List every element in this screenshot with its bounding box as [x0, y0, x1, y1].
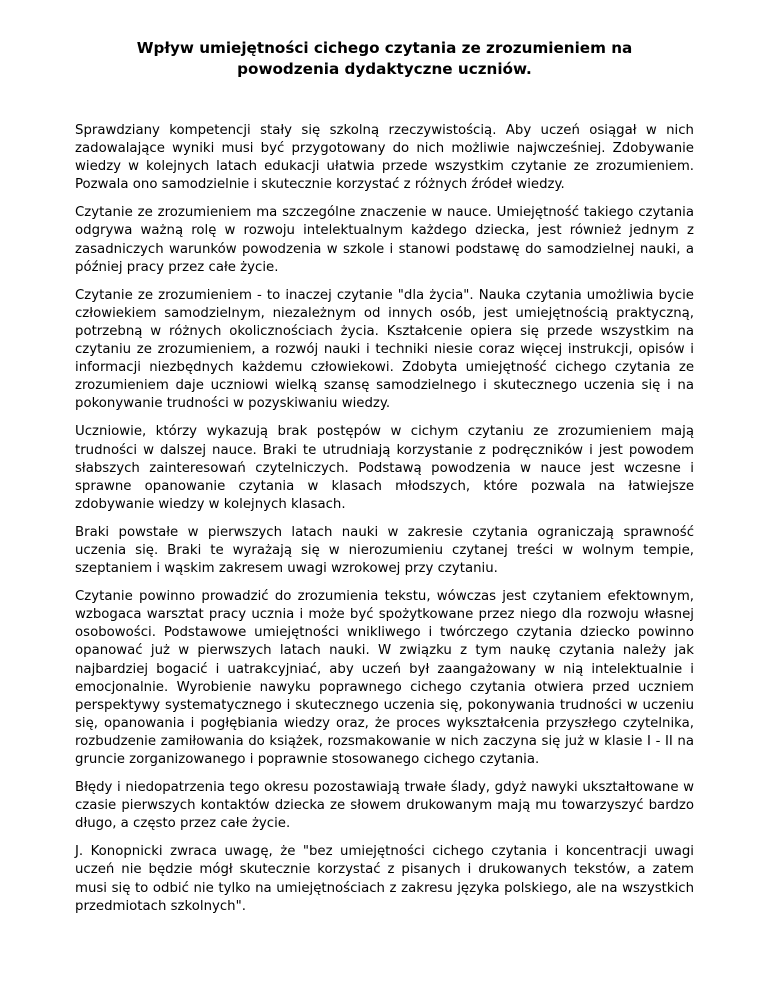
paragraph-7: Błędy i niedopatrzenia tego okresu pozostawiają trwałe ślady, gdyż nawyki ukształtowane w czasie pierwszych kontaktów dziecka ze słowem drukowanym mają mu towarzyszyć bardzo długo, a często przez całe życie. — [75, 780, 694, 832]
paragraph-3: Czytanie ze zrozumieniem - to inaczej czytanie "dla życia". Nauka czytania umożliwia bycie człowiekiem samodzielnym, niezależnym od innych osób, jest umiejętnością praktyczną, potrzebną w różnych okolicznościach życia. Kształcenie opiera się przede wszystkim na czytaniu ze zrozumieniem, a rozwój nauki i techniki niesie coraz więcej instrukcji, opisów i informacji niezbędnych każdemu człowiekowi. Zdobyta umiejętność cichego czytania ze zrozumieniem daje uczniowi wielką szansę samodzielnego i skutecznego uczenia się i na pokonywanie trudności w pozyskiwaniu wiedzy. — [75, 287, 694, 412]
title-line-1: Wpływ umiejętności cichego czytania ze zrozumieniem na — [136, 39, 633, 57]
paragraph-1: Sprawdziany kompetencji stały się szkolną rzeczywistością. Aby uczeń osiągał w nich zadowalające wyniki musi być przygotowany do nich możliwie najwcześniej. Zdobywanie wiedzy w kolejnych latach edukacji ułatwia przede wszystkim czytanie ze zrozumieniem. Pozwala ono samodzielnie i skutecznie korzystać z różnych źródeł wiedzy. — [75, 123, 694, 193]
title-line-2: powodzenia dydaktyczne uczniów. — [237, 60, 532, 78]
paragraph-2: Czytanie ze zrozumieniem ma szczególne znaczenie w nauce. Umiejętność takiego czytania odgrywa ważną rolę w rozwoju intelektualnym każdego dziecka, jest również jednym z zasadniczych warunków powodzenia w szkole i stanowi podstawę do samodzielnej nauki, a później pracy przez całe życie. — [75, 205, 694, 275]
document-title — [75, 38, 694, 80]
paragraph-6: Czytanie powinno prowadzić do zrozumienia tekstu, wówczas jest czytaniem efektownym, wzbogaca warsztat pracy ucznia i może być spożytkowane przez niego dla rozwoju własnej osobowości. Podstawowe umiejętności wnikliwego i twórczego czytania dziecko powinno opanować już w pierwszych latach nauki. W związku z tym naukę czytania należy jak najbardziej bogacić i uatrakcyjniać, aby uczeń był zaangażowany w nią intelektualnie i emocjonalnie. Wyrobienie nawyku poprawnego cichego czytania otwiera przed uczniem perspektywy systematycznego i skutecznego uczenia się, pokonywania trudności w uczeniu się, opanowania i pogłębiania wiedzy oraz, że proces wykształcenia przyszłego czytelnika, rozbudzenie zamiłowania do książek, rozsmakowanie w nich zaczyna się już w klasie I - II na gruncie zorganizowanego i poprawnie stosowanego cichego czytania. — [75, 589, 694, 767]
paragraph-5: Braki powstałe w pierwszych latach nauki w zakresie czytania ograniczają sprawność uczenia się. Braki te wyrażają się w nierozumieniu czytanej treści w wolnym tempie, szeptaniem i wąskim zakresem uwagi wzrokowej przy czytaniu. — [75, 524, 694, 577]
paragraph-8: J. Konopnicki zwraca uwagę, że "bez umiejętności cichego czytania i koncentracji uwagi uczeń nie będzie mógł skutecznie korzystać z pisanych i drukowanych tekstów, a zatem musi się to odbić nie tylko na umiejętnościach z zakresu języka polskiego, ale na wszystkich przedmiotach szkolnych". — [75, 844, 694, 914]
document-page — [75, 38, 694, 926]
paragraph-4: Uczniowie, którzy wykazują brak postępów w cichym czytaniu ze zrozumieniem mają trudności w dalszej nauce. Braki te utrudniają korzystanie z podręczników i jest powodem słabszych zainteresowań czytelniczych. Podstawą powodzenia w nauce jest wczesne i sprawne opanowanie czytania w klasach młodszych, które pozwala na łatwiejsze zdobywanie wiedzy w kolejnych klasach. — [75, 424, 694, 512]
